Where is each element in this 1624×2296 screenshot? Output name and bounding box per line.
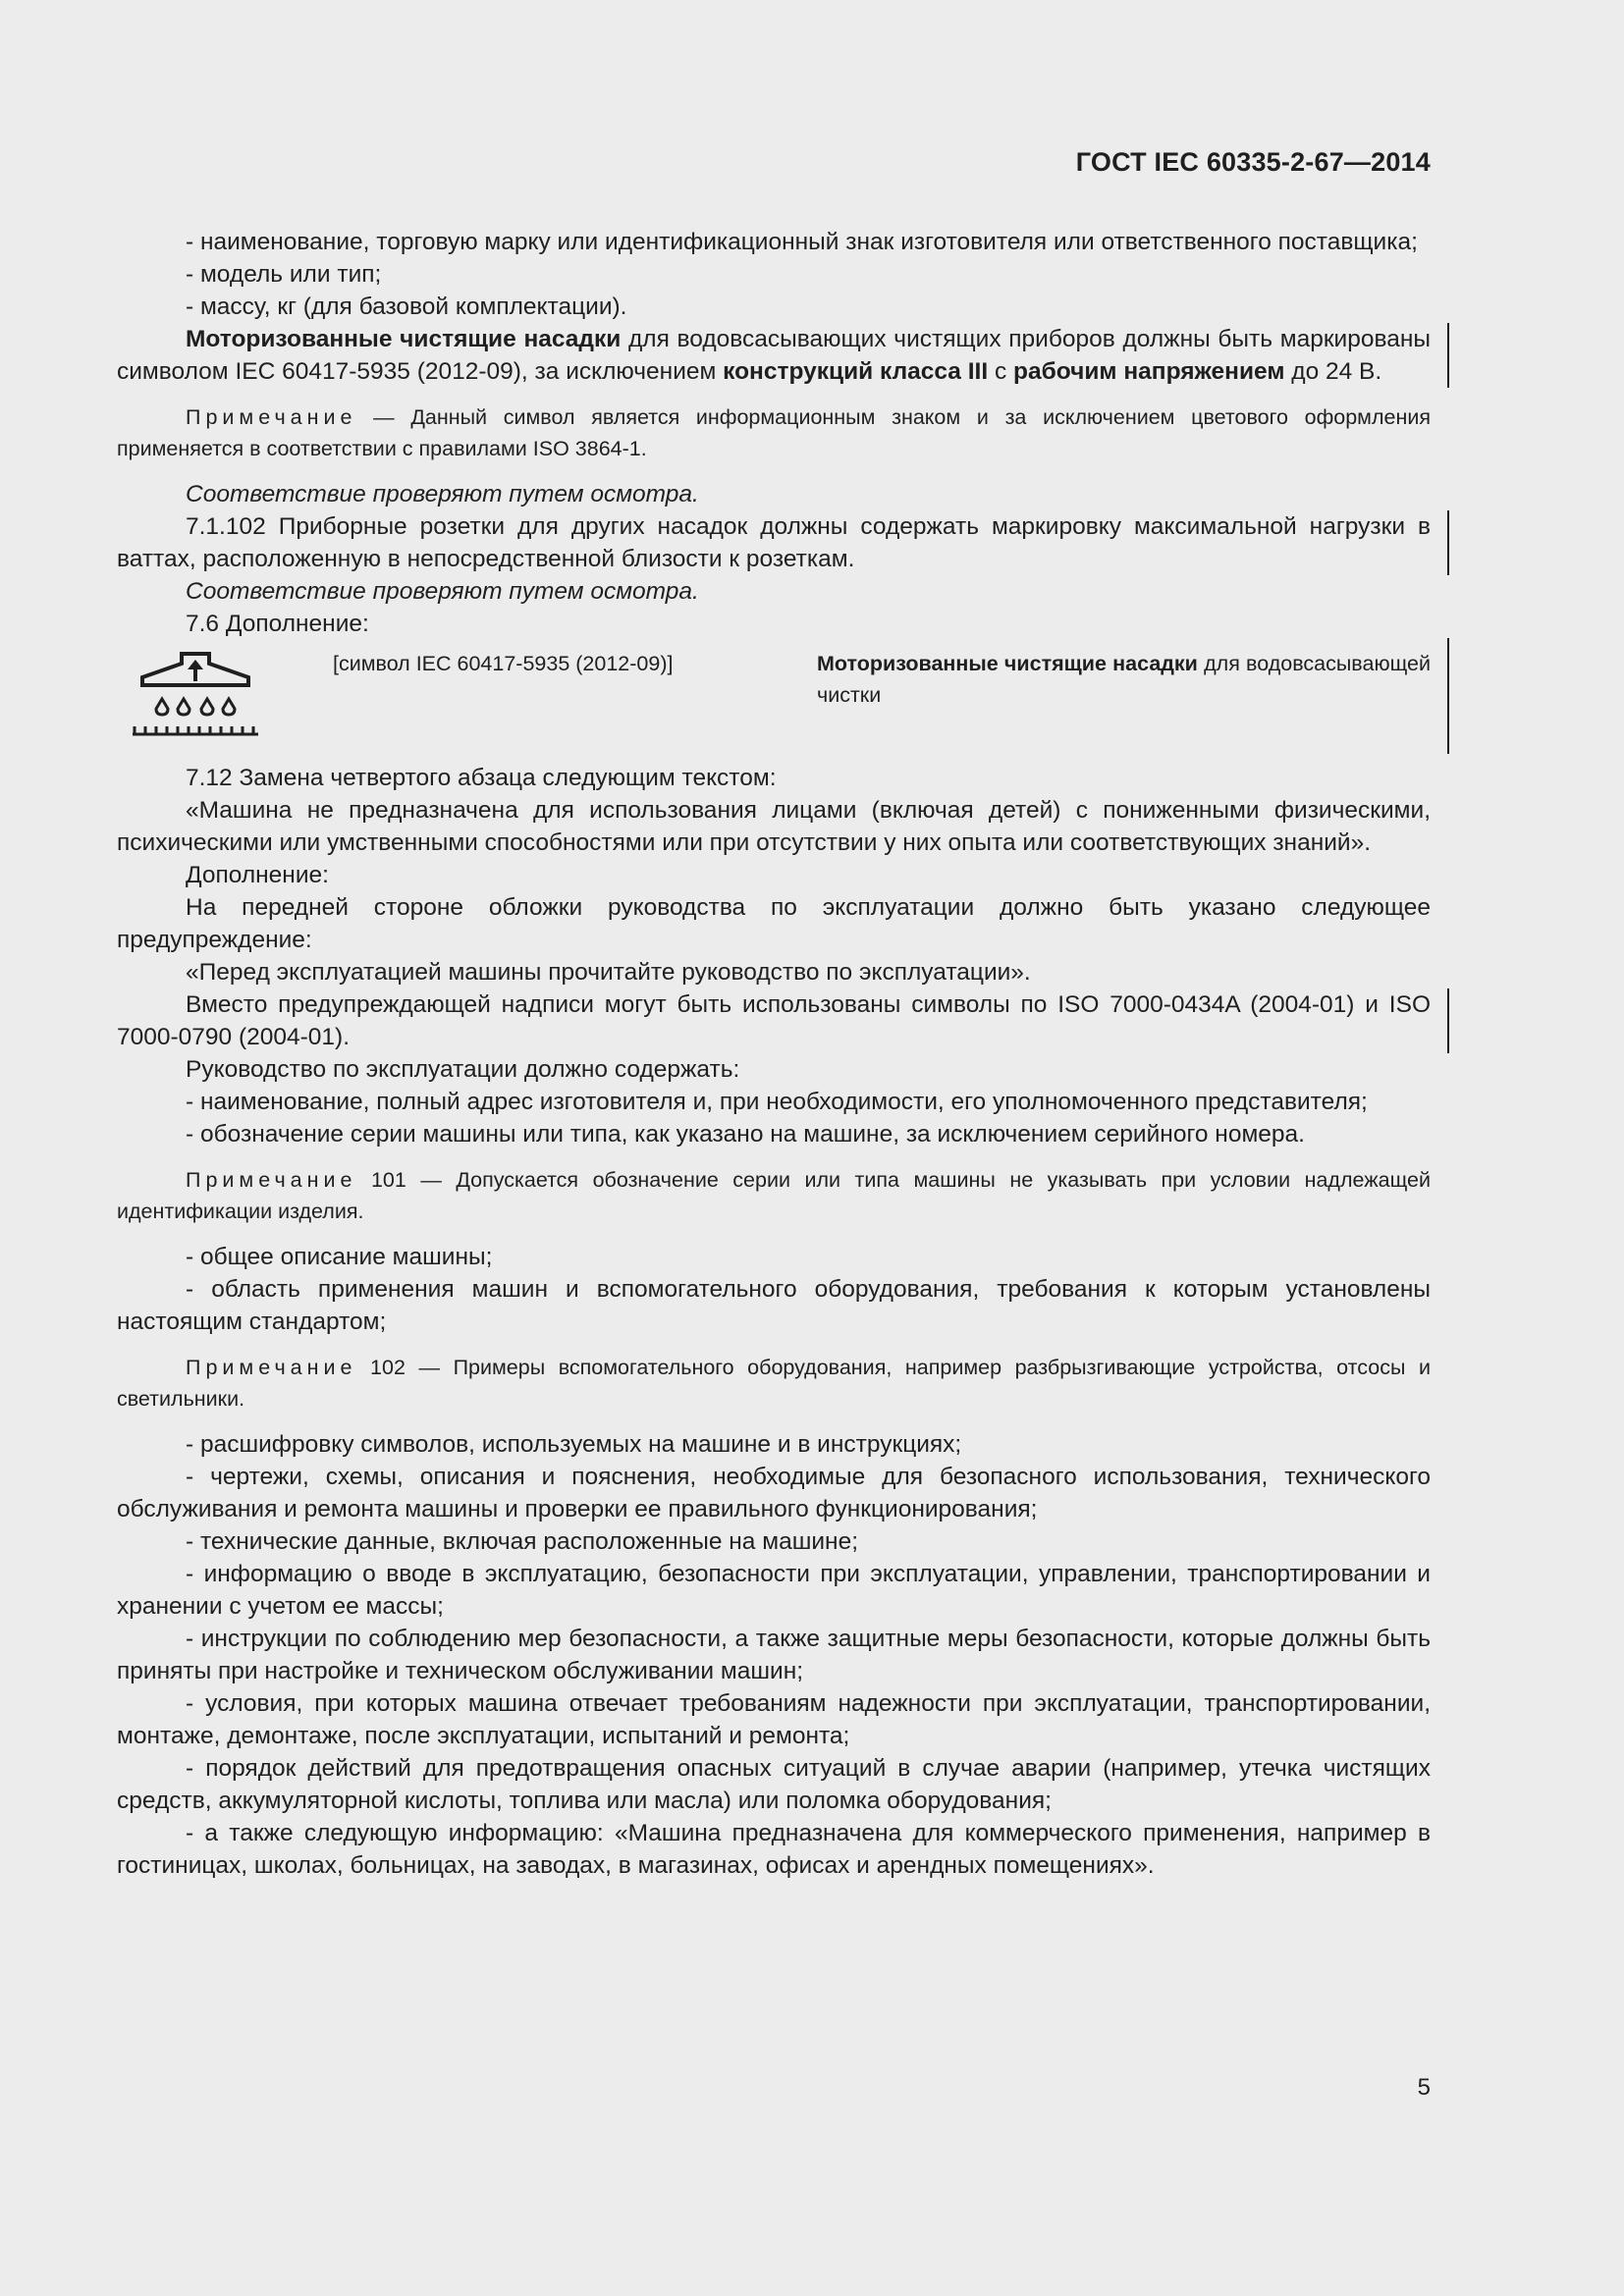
motorized-text-2: с	[988, 358, 1014, 385]
symbols-instead-paragraph: Вместо предупреждающей надписи могут быть использованы символы по ISO 7000-0434A (2004-01) и ISO 7000-0790 (2004-01).	[117, 988, 1431, 1053]
note-label: Примечание	[186, 405, 357, 429]
term-class-iii: конструкций класса III	[723, 358, 989, 385]
clause-7-1-102: 7.1.102 Приборные розетки для других насадок должны содержать маркировку максимальной нагрузки в ваттах, расположенную в непосредственной близости к розеткам.	[117, 510, 1431, 575]
clause-7-12: 7.12 Замена четвертого абзаца следующим текстом:	[186, 765, 777, 791]
quote-not-intended: «Машина не предназначена для использования лицами (включая детей) с пониженными физическими, психическими или умственными способностями или при отсутствии у них опыта или соответствующих знаний».	[117, 797, 1431, 856]
list-item: - технические данные, включая расположенные на машине;	[186, 1528, 859, 1555]
motorized-text-3: до 24 В.	[1284, 358, 1382, 385]
list-item: - информацию о вводе в эксплуатацию, безопасности при эксплуатации, управлении, транспортировании и хранении с учетом ее массы;	[117, 1561, 1431, 1620]
note-text: — Данный символ является информационным знаком и за исключением цветового оформления применяется в соответствии с правилами ISO 3864-1.	[117, 405, 1431, 460]
note-text: 101 — Допускается обозначение серии или типа машины не указывать при условии надлежащей идентификации изделия.	[117, 1168, 1431, 1223]
list-item: - область применения машин и вспомогательного оборудования, требования к которым установлены настоящим стандартом;	[117, 1276, 1431, 1335]
term-working-voltage: рабочим напряжением	[1013, 358, 1285, 385]
symbol-description-text: для водовсасывающей чистки	[817, 652, 1431, 707]
term-motorized-heads: Моторизованные чистящие насадки	[186, 326, 622, 352]
list-item: - модель или тип;	[186, 261, 382, 288]
note-101	[117, 1164, 1431, 1227]
list-item: - расшифровку символов, используемых на машине и в инструкциях;	[186, 1431, 962, 1458]
list-item: - чертежи, схемы, описания и пояснения, необходимые для безопасного использования, технического обслуживания и ремонта машины и проверки ее правильного функционирования;	[117, 1464, 1431, 1522]
clause-7-6: 7.6 Дополнение:	[186, 611, 369, 637]
motorized-text-1: для водовсасывающих чистящих приборов должны быть маркированы символом IEC 60417-5935 (2012-09), за исключением	[117, 326, 1431, 385]
note-label: Примечание	[186, 1356, 357, 1379]
motorized-cleaning-head-symbol-icon	[131, 652, 260, 744]
list-item: - общее описание машины;	[186, 1244, 493, 1270]
front-cover-paragraph: На передней стороне обложки руководства по эксплуатации должно быть указано следующее предупреждение:	[117, 894, 1431, 953]
list-item: - инструкции по соблюдению мер безопасности, а также защитные меры безопасности, которые должны быть приняты при настройке и техническом обслуживании машин;	[117, 1626, 1431, 1684]
list-item: - обозначение серии машины или типа, как указано на машине, за исключением серийного номера.	[186, 1121, 1305, 1148]
manual-contains-paragraph: Руководство по эксплуатации должно содержать:	[186, 1056, 740, 1083]
list-item: - наименование, торговую марку или идентификационный знак изготовителя или ответственного поставщика;	[186, 229, 1418, 255]
document-header-title: ГОСТ IEC 60335-2-67—2014	[1075, 147, 1431, 177]
list-item: - массу, кг (для базовой комплектации).	[186, 294, 627, 320]
note-text: 102 — Примеры вспомогательного оборудования, например разбрызгивающие устройства, отсосы и светильники.	[117, 1356, 1431, 1411]
symbol-row	[117, 646, 1431, 762]
list-item: - а также следующую информацию: «Машина предназначена для коммерческого применения, например в гостиницах, школах, больницах, на заводах, в магазинах, офисах и арендных помещениях».	[117, 1820, 1431, 1879]
compliance-check-1: Соответствие проверяют путем осмотра.	[186, 481, 699, 507]
symbol-description-term: Моторизованные чистящие насадки	[817, 652, 1198, 675]
list-item: - наименование, полный адрес изготовителя и, при необходимости, его уполномоченного представителя;	[186, 1089, 1368, 1115]
addition-label: Дополнение:	[186, 862, 329, 888]
symbol-description	[817, 648, 1431, 711]
note-1	[117, 401, 1431, 464]
list-item: - порядок действий для предотвращения опасных ситуаций в случае аварии (например, утечка чистящих средств, аккумуляторной кислоты, топлива или масла) или поломка оборудования;	[117, 1755, 1431, 1814]
symbol-reference: [символ IEC 60417-5935 (2012-09)]	[333, 652, 674, 675]
list-item: - условия, при которых машина отвечает требованиям надежности при эксплуатации, транспортировании, монтаже, демонтаже, после эксплуатации, испытаний и ремонта;	[117, 1690, 1431, 1749]
note-102	[117, 1352, 1431, 1415]
document-body	[117, 226, 1431, 1882]
motorized-heads-paragraph	[117, 323, 1431, 388]
compliance-check-2: Соответствие проверяют путем осмотра.	[186, 578, 699, 605]
page-number: 5	[1417, 2074, 1431, 2101]
note-label: Примечание	[186, 1168, 357, 1192]
quote-read-manual: «Перед эксплуатацией машины прочитайте руководство по эксплуатации».	[186, 959, 1031, 986]
